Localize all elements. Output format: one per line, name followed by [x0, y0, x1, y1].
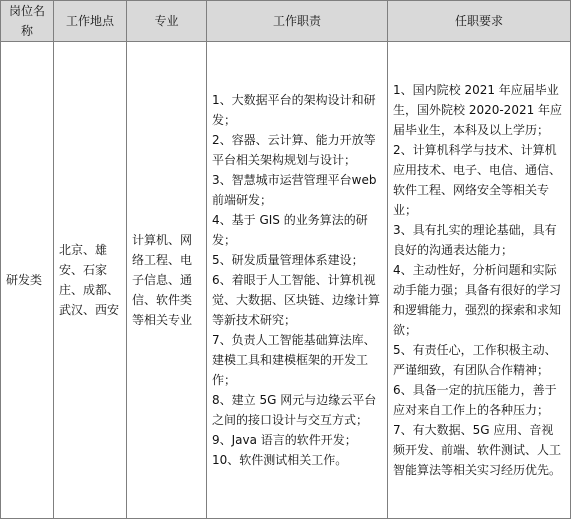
- requirement-item: 3、具有扎实的理论基础，具有良好的沟通表达能力；: [393, 223, 557, 257]
- header-requirements: 任职要求: [388, 1, 571, 42]
- duty-item: 5、研发质量管理体系建设；: [212, 253, 364, 267]
- requirement-item: 7、有大数据、5G 应用、音视频开发、前端、软件测试、人工智能算法等相关实习经历优先。: [393, 423, 562, 477]
- duty-item: 7、负责人工智能基础算法库、建模工具和建模框架的开发工作；: [212, 333, 376, 387]
- header-position: 岗位名称: [1, 1, 54, 42]
- header-location: 工作地点: [54, 1, 127, 42]
- cell-position: 研发类: [1, 42, 54, 519]
- header-major: 专业: [127, 1, 207, 42]
- requirement-item: 1、国内院校 2021 年应届毕业生，国外院校 2020-2021 年应届毕业生，本科及以上学历；: [393, 83, 563, 137]
- duty-item: 9、Java 语言的软件开发；: [212, 433, 357, 447]
- duty-item: 1、大数据平台的架构设计和研发；: [212, 93, 376, 127]
- cell-duties: [207, 42, 388, 519]
- requirement-item: 5、有责任心，工作积极主动、严谨细致，有团队合作精神；: [393, 343, 557, 377]
- duty-item: 6、着眼于人工智能、计算机视觉、大数据、区块链、边缘计算等新技术研究；: [212, 273, 381, 327]
- cell-requirements: [388, 42, 571, 519]
- requirement-item: 4、主动性好，分析问题和实际动手能力强；具备有很好的学习和逻辑能力，强烈的探索和求知欲；: [393, 263, 562, 337]
- duty-item: 10、软件测试相关工作。: [212, 453, 348, 467]
- requirement-item: 2、计算机科学与技术、计算机应用技术、电子、电信、通信、软件工程、网络安全等相关专业；: [393, 143, 562, 217]
- header-duties: 工作职责: [207, 1, 388, 42]
- duty-item: 4、基于 GIS 的业务算法的研发；: [212, 213, 368, 247]
- cell-location: 北京、雄安、石家庄、成都、武汉、西安: [54, 42, 127, 519]
- header-row: [1, 1, 571, 42]
- cell-major: 计算机、网络工程、电子信息、通信、软件类等相关专业: [127, 42, 207, 519]
- requirement-item: 6、具备一定的抗压能力，善于应对来自工作上的各种压力；: [393, 383, 557, 417]
- duty-item: 8、建立 5G 网元与边缘云平台之间的接口设计与交互方式；: [212, 393, 377, 427]
- table-row: [1, 42, 571, 519]
- duty-item: 2、容器、云计算、能力开放等平台相关架构规划与设计；: [212, 133, 376, 167]
- duty-item: 3、智慧城市运营管理平台web 前端研发；: [212, 173, 377, 207]
